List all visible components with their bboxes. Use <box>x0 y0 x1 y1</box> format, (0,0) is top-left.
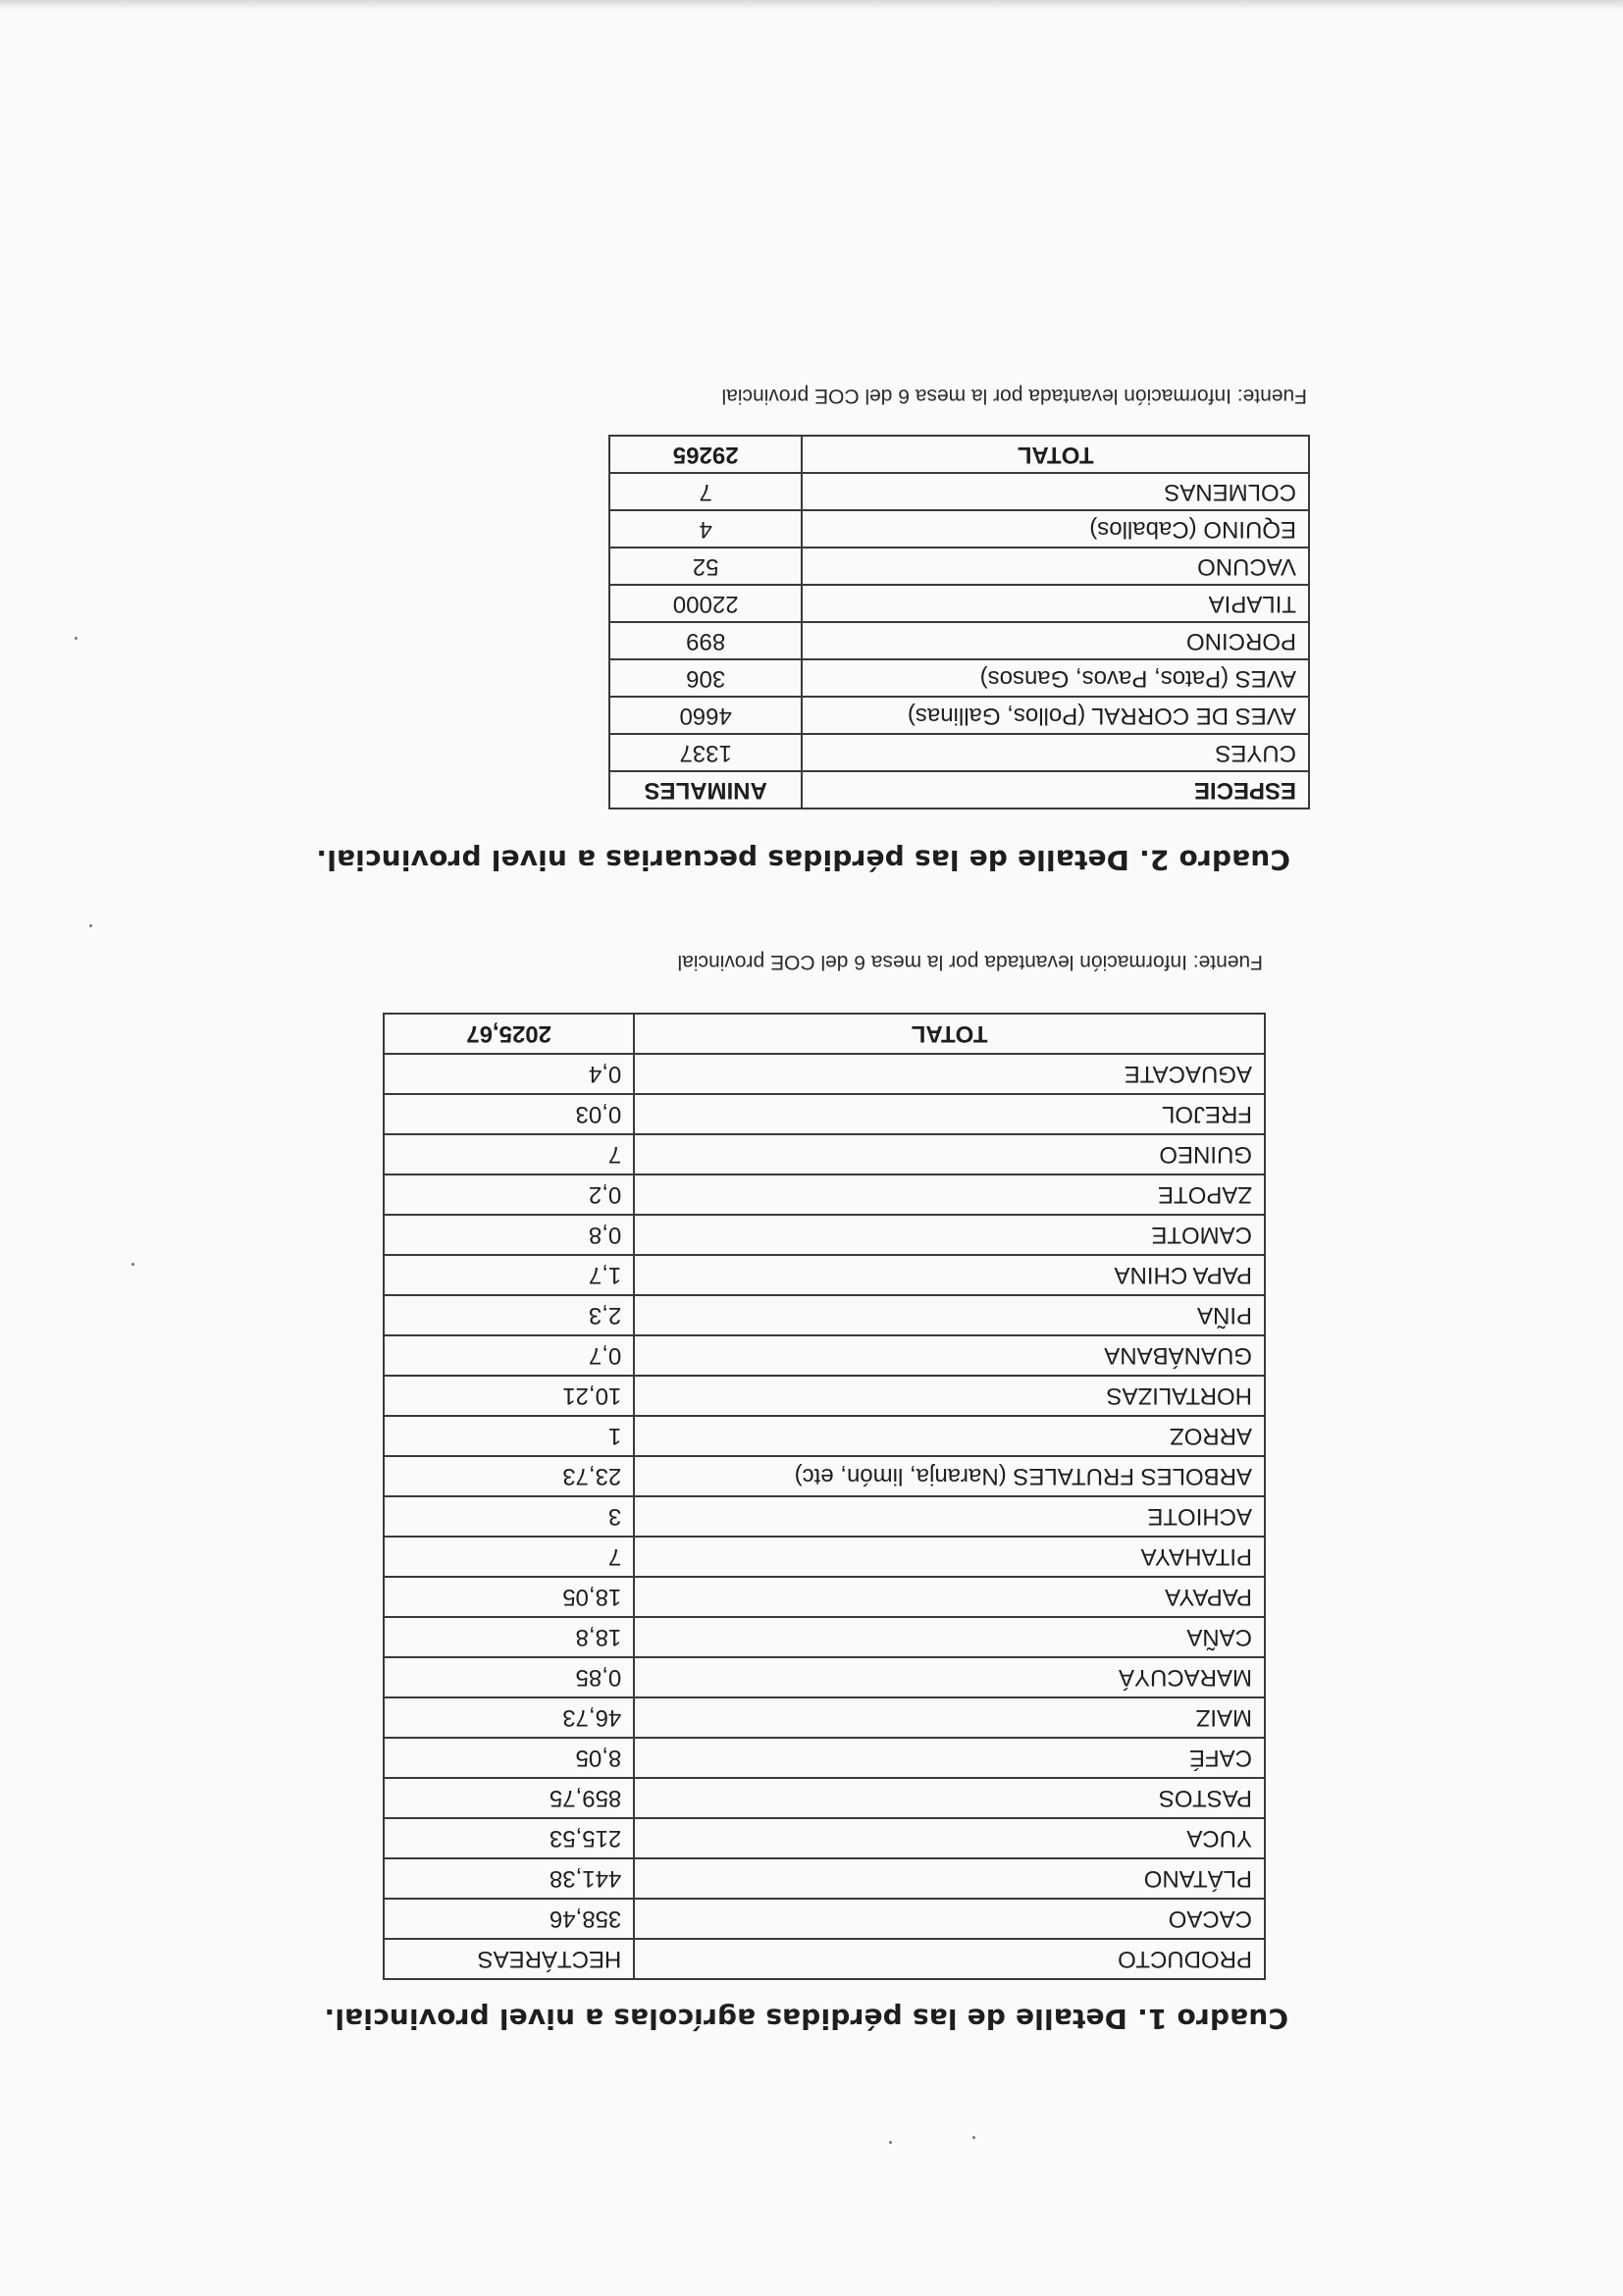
cuadro1-row <box>384 1456 1265 1496</box>
cuadro1-name-cell: MARACUYÁ <box>634 1657 1265 1697</box>
cuadro1-header-row <box>384 1939 1265 1979</box>
cuadro1-value-cell: 358,46 <box>384 1899 634 1939</box>
cuadro1-name-cell: GUINEO <box>634 1134 1265 1174</box>
cuadro2-name-cell: PORCINO <box>802 622 1309 659</box>
cuadro1-value-cell: 1 <box>384 1416 634 1456</box>
cuadro1-row <box>384 1376 1265 1416</box>
cuadro1-total-row <box>384 1014 1265 1054</box>
cuadro1-name-cell: MAIZ <box>634 1697 1265 1738</box>
cuadro2-total-row <box>609 436 1309 473</box>
cuadro2-value-cell: 899 <box>609 622 802 659</box>
cuadro1-name-cell: HORTALIZAS <box>634 1376 1265 1416</box>
cuadro1-row <box>384 1537 1265 1577</box>
cuadro1-caption: Cuadro 1. Detalle de las pérdidas agrícolas a nivel provincial. <box>324 2003 1288 2035</box>
cuadro1-header-hectareas: HECTÁREAS <box>384 1939 634 1979</box>
cuadro2-row <box>609 510 1309 548</box>
cuadro1-value-cell: 10,21 <box>384 1376 634 1416</box>
cuadro1-total-value: 2025,67 <box>384 1014 634 1054</box>
cuadro1-name-cell: PITAHAYA <box>634 1537 1265 1577</box>
cuadro1-name-cell: AGUACATE <box>634 1054 1265 1094</box>
cuadro1-row <box>384 1657 1265 1697</box>
cuadro1-value-cell: 0,03 <box>384 1094 634 1134</box>
cuadro2-name-cell: TILAPIA <box>802 585 1309 622</box>
cuadro2-name-cell: COLMENAS <box>802 473 1309 510</box>
cuadro1-row <box>384 1697 1265 1738</box>
cuadro1-row <box>384 1295 1265 1335</box>
cuadro2-source: Fuente: Información levantada por la mesa 6 del COE provincial <box>721 385 1307 407</box>
cuadro2-row <box>609 697 1309 734</box>
cuadro2-table <box>608 435 1310 809</box>
cuadro1-row <box>384 1738 1265 1778</box>
cuadro1-value-cell: 3 <box>384 1496 634 1537</box>
cuadro1-value-cell: 215,53 <box>384 1818 634 1858</box>
cuadro2-name-cell: AVES DE CORRAL (Pollos, Gallinas) <box>802 697 1309 734</box>
cuadro1-row <box>384 1174 1265 1215</box>
cuadro1-name-cell: CAFÉ <box>634 1738 1265 1778</box>
cuadro1-source: Fuente: Información levantada por la mesa 6 del COE provincial <box>677 951 1263 973</box>
cuadro2-row <box>609 548 1309 585</box>
cuadro1-name-cell: ARBOLES FRUTALES (Naranja, limón, etc) <box>634 1456 1265 1496</box>
cuadro1-value-cell: 1,7 <box>384 1255 634 1295</box>
cuadro2-header-especie: ESPECIE <box>802 771 1309 809</box>
cuadro2-header-animales: ANIMALES <box>609 771 802 809</box>
cuadro1-row <box>384 1858 1265 1899</box>
cuadro1-value-cell: 2,3 <box>384 1295 634 1335</box>
cuadro1-name-cell: PLÁTANO <box>634 1858 1265 1899</box>
cuadro1-table <box>383 1013 1266 1980</box>
cuadro1-row <box>384 1617 1265 1657</box>
cuadro1-row <box>384 1134 1265 1174</box>
cuadro1-name-cell: GUANÁBANA <box>634 1335 1265 1376</box>
cuadro2-value-cell: 52 <box>609 548 802 585</box>
cuadro2-value-cell: 7 <box>609 473 802 510</box>
cuadro1-name-cell: CAÑA <box>634 1617 1265 1657</box>
cuadro1-name-cell: ARROZ <box>634 1416 1265 1456</box>
cuadro1-row <box>384 1899 1265 1939</box>
cuadro1-value-cell: 0,8 <box>384 1215 634 1255</box>
cuadro2-value-cell: 4660 <box>609 697 802 734</box>
cuadro1-name-cell: PASTOS <box>634 1778 1265 1818</box>
cuadro1-value-cell: 8,05 <box>384 1738 634 1778</box>
cuadro2-value-cell: 1337 <box>609 734 802 771</box>
cuadro1-value-cell: 0,2 <box>384 1174 634 1215</box>
cuadro2-row <box>609 622 1309 659</box>
cuadro2-value-cell: 306 <box>609 659 802 697</box>
cuadro2-name-cell: EQUINO (Caballos) <box>802 510 1309 548</box>
cuadro1-total-label: TOTAL <box>634 1014 1265 1054</box>
cuadro2-total-value: 29265 <box>609 436 802 473</box>
cuadro1-value-cell: 859,75 <box>384 1778 634 1818</box>
cuadro2-value-cell: 4 <box>609 510 802 548</box>
cuadro1-value-cell: 441,38 <box>384 1858 634 1899</box>
cuadro2-name-cell: CUYES <box>802 734 1309 771</box>
cuadro1-value-cell: 18,8 <box>384 1617 634 1657</box>
cuadro1-row <box>384 1496 1265 1537</box>
cuadro1-body <box>384 1054 1265 1939</box>
cuadro1-name-cell: PIÑA <box>634 1295 1265 1335</box>
cuadro1-value-cell: 18,05 <box>384 1577 634 1617</box>
cuadro1-row <box>384 1416 1265 1456</box>
cuadro1-name-cell: CACAO <box>634 1899 1265 1939</box>
cuadro1-value-cell: 7 <box>384 1134 634 1174</box>
cuadro2-name-cell: AVES (Patos, Pavos, Gansos) <box>802 659 1309 697</box>
cuadro2-body <box>609 473 1309 771</box>
scan-speck <box>131 1263 134 1266</box>
cuadro1-row <box>384 1818 1265 1858</box>
cuadro1-row <box>384 1054 1265 1094</box>
cuadro2-row <box>609 585 1309 622</box>
cuadro2-caption: Cuadro 2. Detalle de las pérdidas pecuarias a nivel provincial. <box>316 844 1290 876</box>
cuadro1-row <box>384 1255 1265 1295</box>
cuadro2-name-cell: VACUNO <box>802 548 1309 585</box>
cuadro1-value-cell: 0,85 <box>384 1657 634 1697</box>
scan-speck <box>972 2136 975 2139</box>
cuadro1-name-cell: CAMOTE <box>634 1215 1265 1255</box>
cuadro1-name-cell: ACHIOTE <box>634 1496 1265 1537</box>
cuadro2-value-cell: 22000 <box>609 585 802 622</box>
cuadro1-row <box>384 1094 1265 1134</box>
cuadro2-total-label: TOTAL <box>802 436 1309 473</box>
cuadro1-row <box>384 1577 1265 1617</box>
cuadro1-value-cell: 23,73 <box>384 1456 634 1496</box>
cuadro1-row <box>384 1778 1265 1818</box>
cuadro2-row <box>609 473 1309 510</box>
cuadro2-row <box>609 734 1309 771</box>
scan-speck <box>889 2141 892 2144</box>
cuadro1-name-cell: ZAPOTE <box>634 1174 1265 1215</box>
scan-edge <box>0 0 1623 10</box>
scan-speck <box>89 924 92 927</box>
cuadro1-value-cell: 46,73 <box>384 1697 634 1738</box>
cuadro1-row <box>384 1215 1265 1255</box>
cuadro1-name-cell: YUCA <box>634 1818 1265 1858</box>
cuadro1-value-cell: 7 <box>384 1537 634 1577</box>
cuadro1-name-cell: FREJOL <box>634 1094 1265 1134</box>
cuadro1-row <box>384 1335 1265 1376</box>
cuadro2-row <box>609 659 1309 697</box>
cuadro1-value-cell: 0,4 <box>384 1054 634 1094</box>
scan-speck <box>75 637 78 640</box>
cuadro1-name-cell: PAPAYA <box>634 1577 1265 1617</box>
cuadro1-header-producto: PRODUCTO <box>634 1939 1265 1979</box>
cuadro2-header-row <box>609 771 1309 809</box>
cuadro1-value-cell: 0,7 <box>384 1335 634 1376</box>
cuadro1-name-cell: PAPA CHINA <box>634 1255 1265 1295</box>
